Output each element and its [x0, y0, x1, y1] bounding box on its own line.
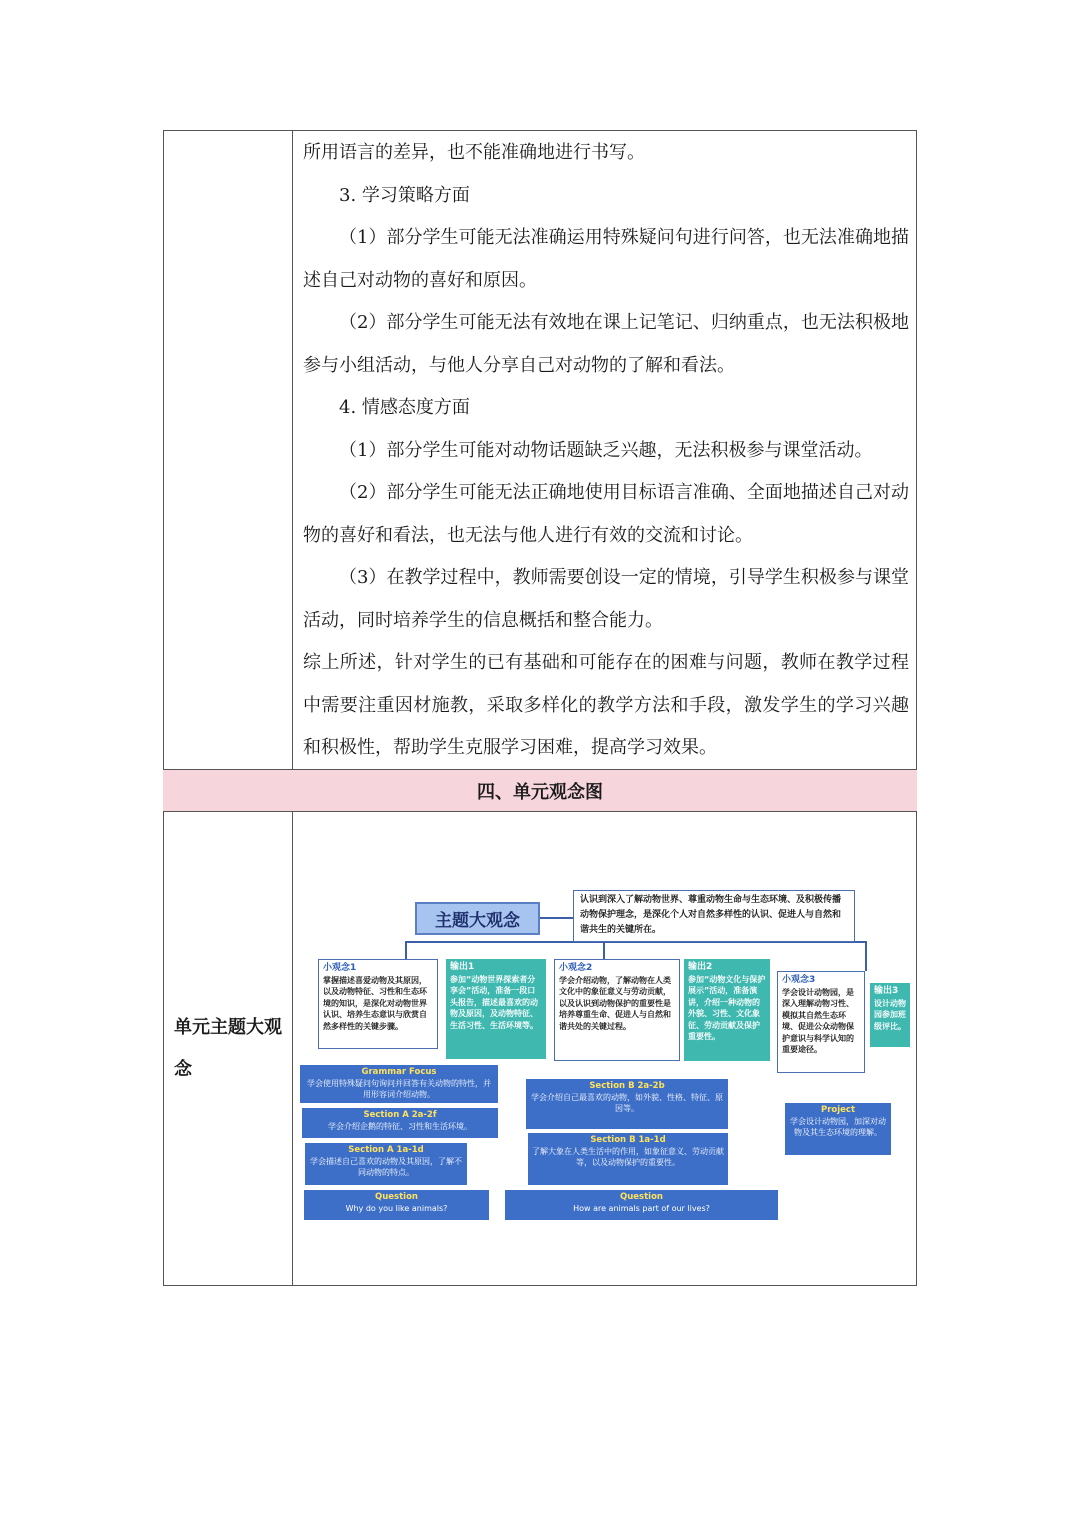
box-text: 了解大象在人类生活中的作用，如象征意义、劳动贡献等，以及动物保护的重要性。	[532, 1147, 724, 1167]
box-text: 学会描述自己喜欢的动物及其原因，了解不同动物的特点。	[310, 1157, 462, 1177]
sub-idea-heading: 小观念3	[782, 975, 816, 985]
box-heading: Section A 2a-2f	[363, 1110, 437, 1120]
section-a-1a-1d-box	[305, 1143, 467, 1185]
section-b-1a-1d-box	[528, 1133, 728, 1185]
sub-idea-3	[777, 971, 865, 1073]
output-heading: 输出3	[874, 986, 899, 996]
sub-idea-text: 学会设计动物园，是深入理解动物习性、模拟其自然生态环境、促进公众动物保护意识与科学认知的重要途径。	[782, 987, 854, 1054]
output-2	[684, 959, 770, 1061]
analysis-text	[303, 132, 909, 770]
question-1-box	[304, 1190, 489, 1220]
box-text: 学会设计动物园，加深对动物及其生态环境的理解。	[790, 1117, 886, 1137]
concept-map	[300, 885, 910, 1225]
sub-idea-text: 掌握描述喜爱动物及其原因，以及动物特征、习性和生态环境的知识，是深化对动物世界认识、培养生态意识与欣赏自然多样性的关键步骤。	[323, 975, 427, 1031]
paragraph: （3）在教学过程中，教师需要创设一定的情境，引导学生积极参与课堂活动，同时培养学生的信息概括和整合能力。	[303, 567, 909, 631]
section-header: 四、单元观念图	[477, 781, 603, 803]
paragraph: （2）部分学生可能无法有效地在课上记笔记、归纳重点，也无法积极地参与小组活动，与他人分享自己对动物的了解和看法。	[303, 312, 909, 376]
box-heading: Question	[375, 1192, 418, 1202]
box-heading: Section B 2a-2b	[589, 1081, 665, 1091]
box-text: 学会介绍自己最喜欢的动物，如外貌、性格、特征、原因等。	[531, 1093, 723, 1113]
paragraph: 所用语言的差异，也不能准确地进行书写。	[303, 142, 645, 163]
box-heading: Grammar Focus	[361, 1067, 437, 1077]
strategy-heading: 3. 学习策略方面	[339, 184, 470, 206]
section-b-2a-2b-box	[526, 1079, 728, 1129]
sub-idea-1	[318, 959, 438, 1049]
main-idea-description: 认识到深入了解动物世界、尊重动物生命与生态环境、及积极传播动物保护理念，是深化个人对自然多样性的认识、促进人与自然和谐共生的关键所在。	[573, 890, 855, 942]
question-2-box	[505, 1190, 778, 1220]
grammar-focus-box	[300, 1065, 498, 1103]
sub-idea-heading: 小观念1	[323, 963, 357, 973]
box-text: 学会介绍企鹅的特征、习性和生活环境。	[328, 1122, 472, 1131]
sub-idea-heading: 小观念2	[559, 963, 593, 973]
box-heading: Project	[820, 1105, 856, 1115]
output-heading: 输出1	[450, 962, 475, 972]
column-divider	[292, 812, 293, 1286]
column-divider	[292, 130, 293, 769]
box-heading: Question	[620, 1192, 663, 1202]
output-1	[446, 959, 546, 1059]
box-text: 学会使用特殊疑问句询问并回答有关动物的特性，并用形容词介绍动物。	[307, 1079, 491, 1099]
section-a-2a-2f-box	[302, 1108, 498, 1138]
connector-line	[540, 917, 573, 919]
main-idea-title: 主题大观念	[415, 902, 540, 935]
box-text: How are animals part of our lives?	[573, 1204, 710, 1213]
summary-paragraph: 综上所述，针对学生的已有基础和可能存在的困难与问题，教师在教学过程中需要注重因材施教，采取多样化的教学方法和手段，激发学生的学习兴趣和积极性，帮助学生克服学习困难，提高学习效果。	[303, 652, 909, 758]
paragraph: （1）部分学生可能对动物话题缺乏兴趣，无法积极参与课堂活动。	[339, 439, 873, 461]
row-label: 单元主题大观念	[174, 1017, 282, 1080]
sub-idea-text: 学会介绍动物，了解动物在人类文化中的象征意义与劳动贡献，以及认识到动物保护的重要性是培养尊重生命、促进人与自然和谐共处的关键过程。	[559, 975, 671, 1031]
connector-line	[405, 941, 407, 959]
output-text: 参加“动物文化与保护展示”活动，准备演讲，介绍一种动物的外貌、习性、文化象征、劳动贡献及保护重要性。	[688, 974, 766, 1041]
emotion-heading: 4. 情感态度方面	[339, 397, 470, 418]
project-box	[785, 1103, 891, 1155]
connector-line	[865, 941, 867, 971]
section-header-row	[163, 769, 917, 812]
sub-idea-2	[554, 959, 680, 1061]
output-3	[870, 983, 910, 1047]
output-heading: 输出2	[688, 962, 713, 972]
box-text: Why do you like animals?	[345, 1204, 448, 1213]
connector-line	[603, 941, 605, 959]
box-heading: Section B 1a-1d	[590, 1135, 666, 1145]
paragraph: （2）部分学生可能无法正确地使用目标语言准确、全面地描述自己对动物的喜好和看法，也无法与他人进行有效的交流和讨论。	[303, 482, 909, 546]
paragraph: （1）部分学生可能无法准确运用特殊疑问句进行问答，也无法准确地描述自己对动物的喜好和原因。	[303, 227, 909, 291]
output-text: 参加“动物世界探索者分享会”活动，准备一段口头报告，描述最喜欢的动物及原因，及动物特征、生活习性、生活环境等。	[450, 974, 538, 1030]
output-text: 设计动物园参加班级评比。	[874, 998, 906, 1031]
box-heading: Section A 1a-1d	[348, 1145, 424, 1155]
